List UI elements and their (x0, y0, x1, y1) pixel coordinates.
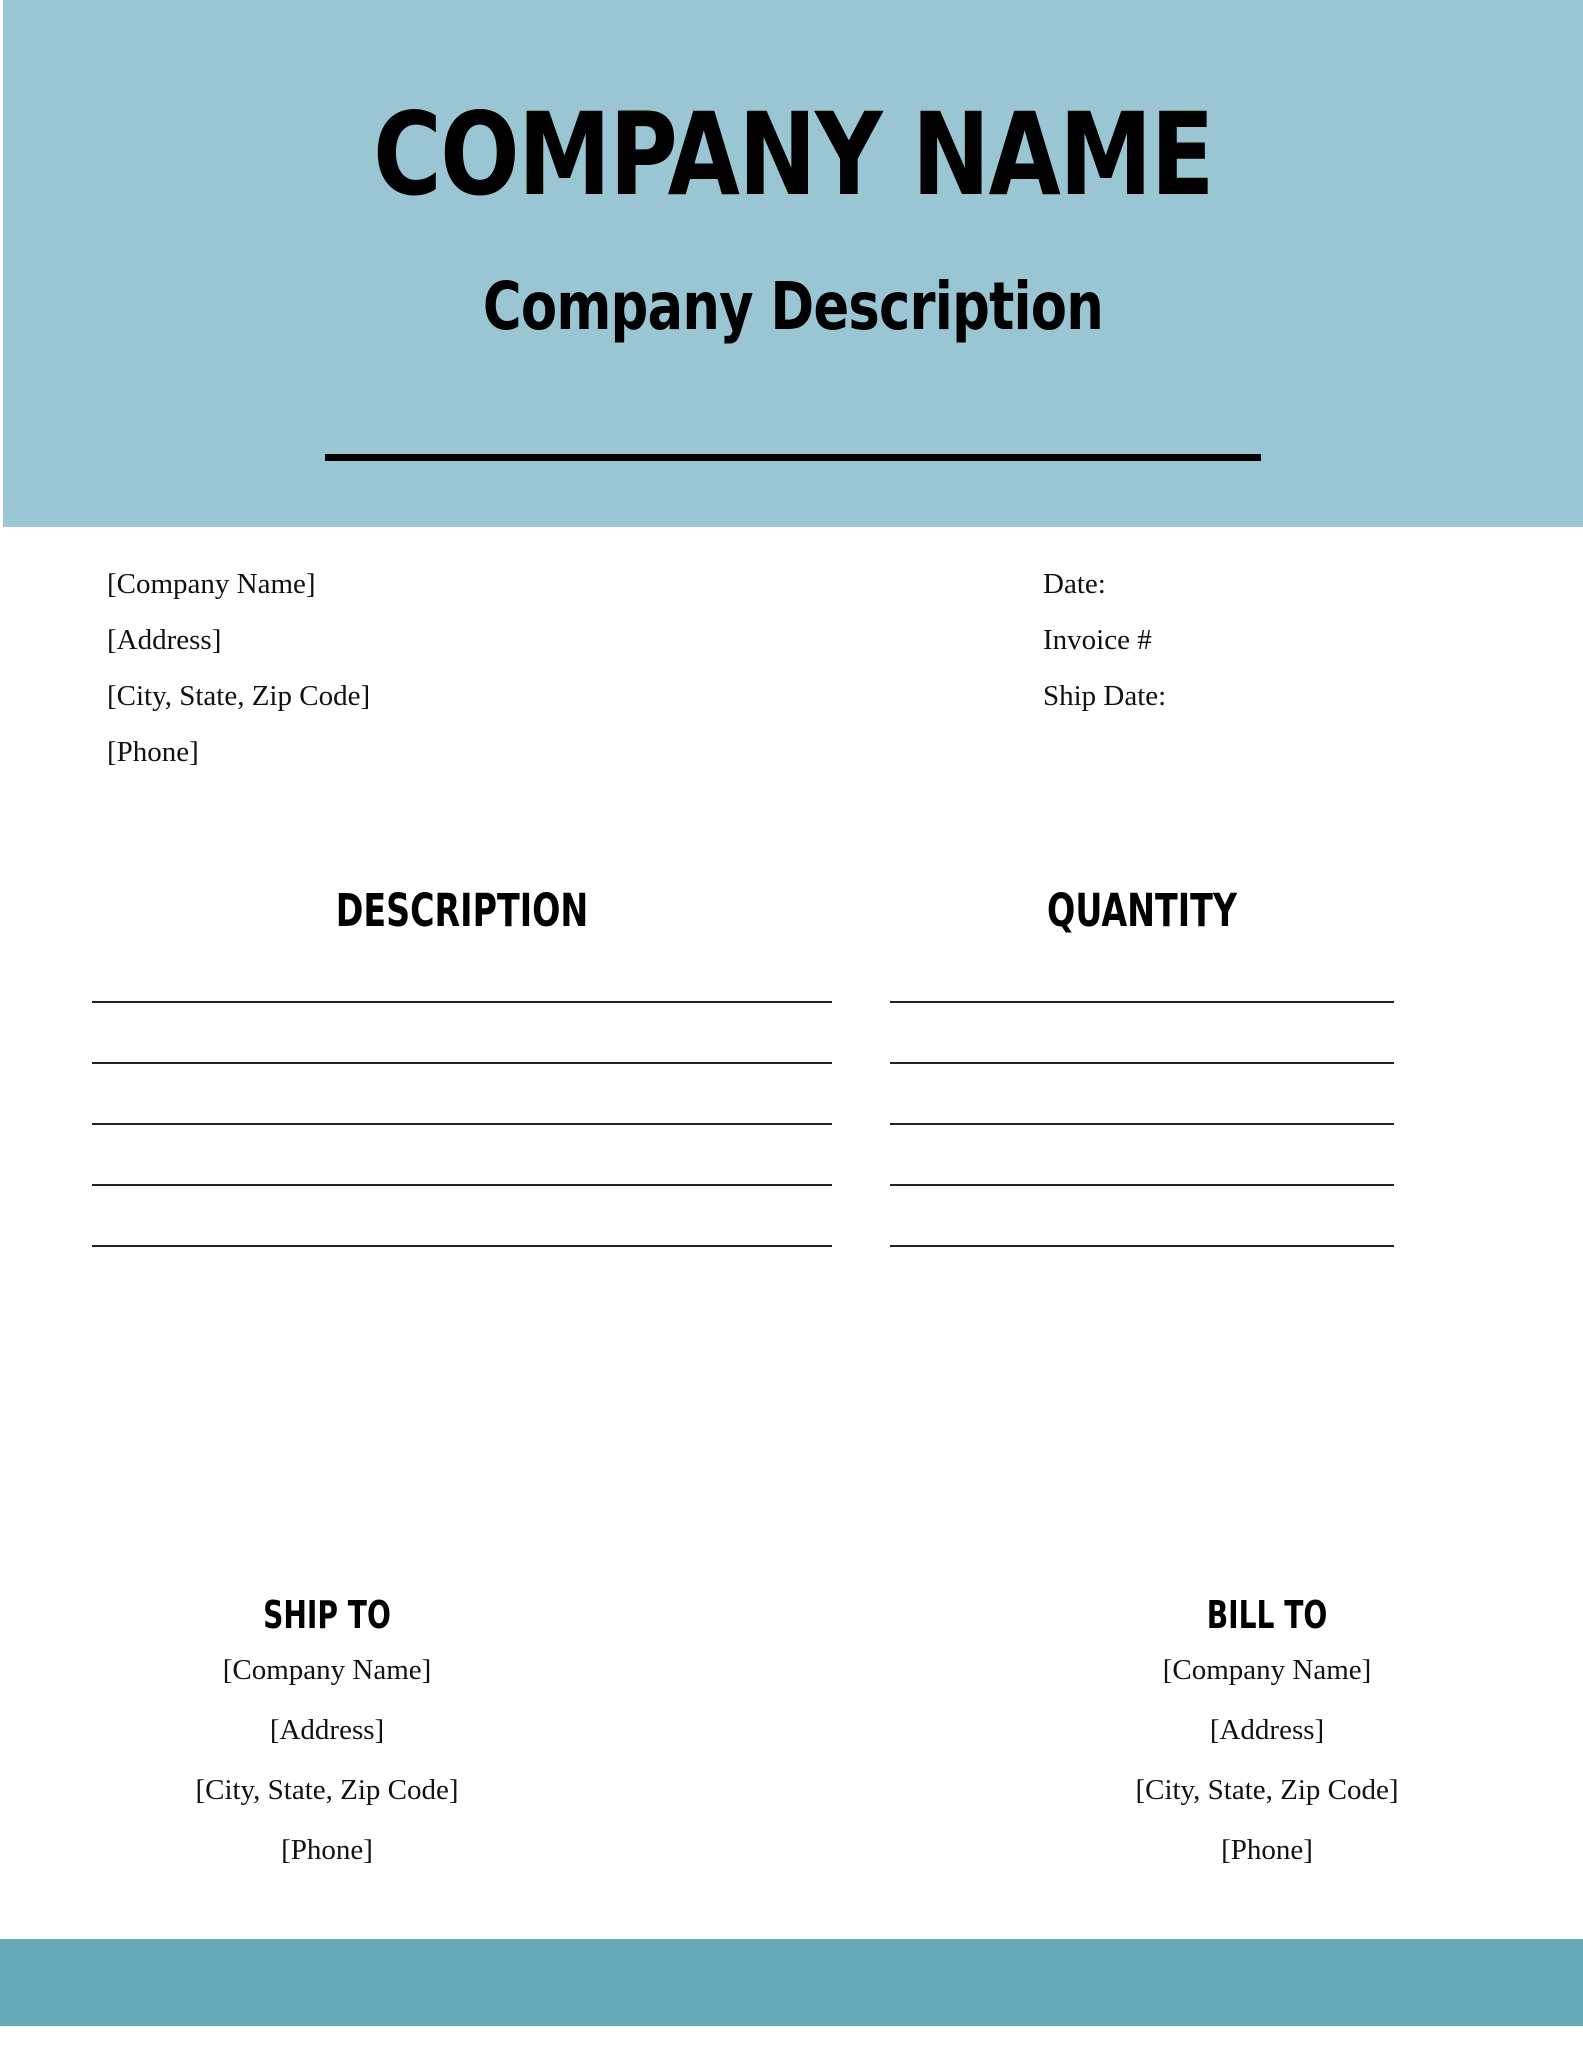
ship-date-label: Ship Date: (1043, 680, 1167, 712)
bill-to-address[interactable]: [Address] (1209, 1714, 1325, 1746)
invoice-meta-block (1043, 556, 1166, 724)
sender-phone[interactable]: [Phone] (107, 736, 199, 768)
bill-to-heading: BILL TO (1206, 1593, 1328, 1637)
quantity-line-3[interactable] (890, 1123, 1394, 1125)
description-line-5[interactable] (92, 1245, 832, 1247)
sender-company-name[interactable]: [Company Name] (107, 568, 316, 600)
date-label: Date: (1043, 568, 1106, 600)
header-divider (325, 454, 1261, 461)
description-line-4[interactable] (92, 1184, 832, 1186)
invoice-number-label: Invoice # (1043, 624, 1152, 656)
company-name-title: COMPANY NAME (373, 88, 1213, 221)
sender-address[interactable]: [Address] (107, 624, 222, 656)
description-line-2[interactable] (92, 1062, 832, 1064)
sender-city-state-zip[interactable]: [City, State, Zip Code] (107, 680, 371, 712)
quantity-line-4[interactable] (890, 1184, 1394, 1186)
quantity-column-heading: QUANTITY (1047, 884, 1237, 937)
quantity-line-1[interactable] (890, 1001, 1394, 1003)
header-band (3, 0, 1583, 527)
bill-to-city-state-zip[interactable]: [City, State, Zip Code] (1135, 1774, 1399, 1806)
ship-to-address[interactable]: [Address] (269, 1714, 385, 1746)
bill-to-phone[interactable]: [Phone] (1221, 1834, 1313, 1866)
bill-to-company-name[interactable]: [Company Name] (1162, 1654, 1372, 1686)
description-column-heading: DESCRIPTION (335, 884, 589, 937)
bill-to-block (1067, 1593, 1467, 1880)
ship-to-block (127, 1593, 527, 1880)
description-line-1[interactable] (92, 1001, 832, 1003)
ship-to-heading: SHIP TO (263, 1593, 391, 1637)
company-description-subtitle: Company Description (482, 268, 1104, 345)
description-line-3[interactable] (92, 1123, 832, 1125)
footer-band (0, 1939, 1583, 2026)
quantity-line-2[interactable] (890, 1062, 1394, 1064)
quantity-lines (890, 1001, 1394, 1306)
ship-to-city-state-zip[interactable]: [City, State, Zip Code] (195, 1774, 459, 1806)
quantity-line-5[interactable] (890, 1245, 1394, 1247)
description-lines (92, 1001, 832, 1306)
sender-address-block (107, 556, 370, 780)
ship-to-phone[interactable]: [Phone] (281, 1834, 373, 1866)
ship-to-company-name[interactable]: [Company Name] (222, 1654, 432, 1686)
